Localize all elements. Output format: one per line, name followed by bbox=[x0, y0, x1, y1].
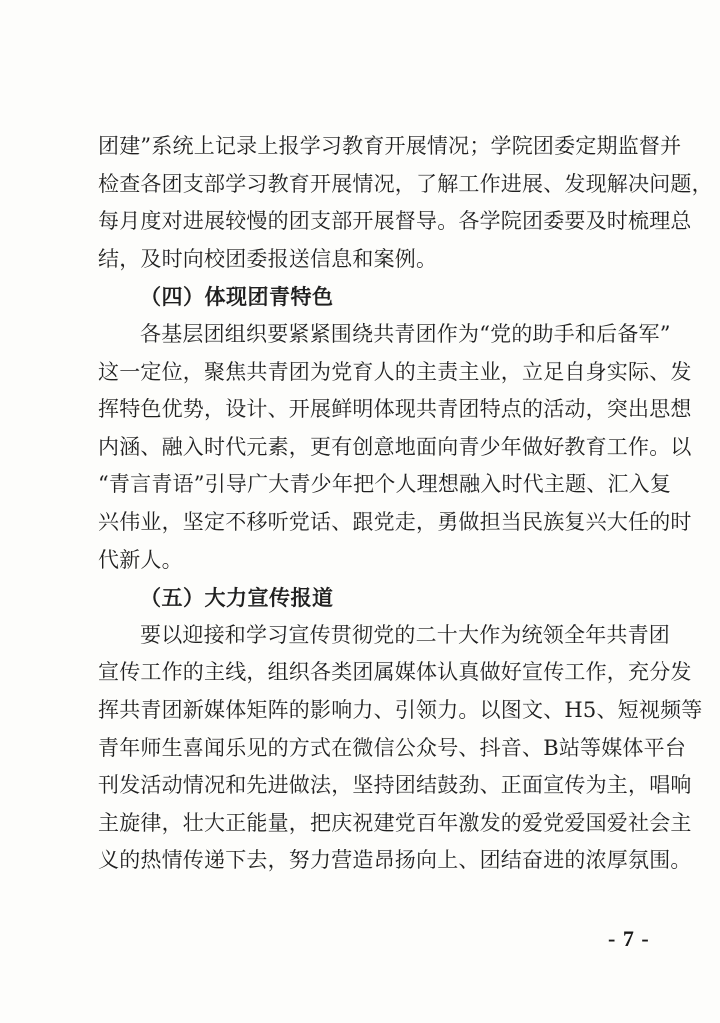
section-heading-5: （五）大力宣传报道 bbox=[140, 585, 334, 611]
page-number: - 7 - bbox=[608, 926, 650, 951]
body-line: 这一定位，聚焦共青团为党育人的主责主业，立足自身实际、发 bbox=[98, 359, 692, 384]
body-line: 要以迎接和学习宣传贯彻党的二十大作为统领全年共青团 bbox=[140, 622, 670, 647]
body-line: 挥共青团新媒体矩阵的影响力、引领力。以图文、H5、短视频等 bbox=[98, 697, 703, 722]
body-line: 刊发活动情况和先进做法，坚持团结鼓劲、正面宣传为主，唱响 bbox=[98, 773, 692, 798]
body-line: 每月度对进展较慢的团支部开展督导。各学院团委要及时梳理总 bbox=[98, 209, 692, 234]
body-line: 青年师生喜闻乐见的方式在微信公众号、抖音、B站等媒体平台 bbox=[98, 735, 687, 760]
body-line: 检查各团支部学习教育开展情况，了解工作进展、发现解决问题， bbox=[98, 171, 713, 196]
body-line: “青言青语”引导广大青少年把个人理想融入时代主题、汇入复 bbox=[98, 472, 672, 497]
body-line: 代新人。 bbox=[98, 547, 183, 572]
body-line: 团建”系统上记录上报学习教育开展情况；学院团委定期监督并 bbox=[98, 134, 682, 158]
body-line: 结，及时向校团委报送信息和案例。 bbox=[98, 246, 438, 271]
body-line: 各基层团组织要紧紧围绕共青团作为“党的助手和后备军” bbox=[140, 321, 671, 346]
section-heading-4: （四）体现团青特色 bbox=[140, 284, 334, 310]
body-line: 兴伟业，坚定不移听党话、跟党走，勇做担当民族复兴大任的时 bbox=[98, 509, 692, 534]
body-line: 内涵、融入时代元素，更有创意地面向青少年做好教育工作。以 bbox=[98, 434, 692, 459]
body-line: 义的热情传递下去，努力营造昂扬向上、团结奋进的浓厚氛围。 bbox=[98, 848, 692, 873]
body-line: 挥特色优势，设计、开展鲜明体现共青团特点的活动，突出思想 bbox=[98, 397, 692, 422]
document-body bbox=[98, 128, 713, 880]
body-line: 宣传工作的主线，组织各类团属媒体认真做好宣传工作，充分发 bbox=[98, 660, 692, 685]
body-line: 主旋律，壮大正能量，把庆祝建党百年激发的爱党爱国爱社会主 bbox=[98, 810, 692, 835]
